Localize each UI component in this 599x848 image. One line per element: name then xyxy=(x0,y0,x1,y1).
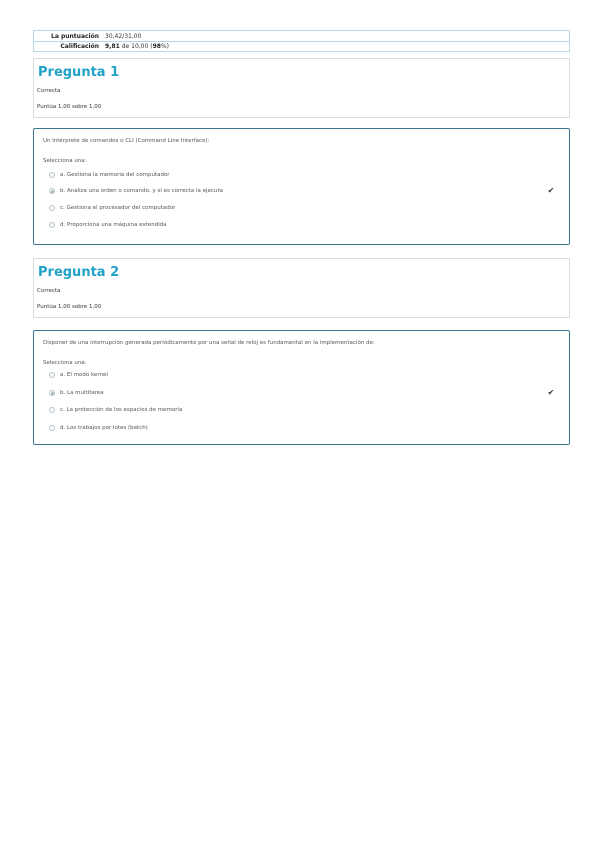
question-2-answer-a[interactable] xyxy=(49,370,549,380)
answer-label: d. Los trabajos por lotes (batch) xyxy=(60,425,148,431)
grade-label: Calificación xyxy=(60,43,99,50)
answer-label: c. La protección de los espacios de memoria xyxy=(60,407,183,413)
question-1-text: Un intérprete de comandos o CLI (Command Line Interface): xyxy=(43,138,210,144)
checkmark-icon: ✔ xyxy=(547,186,555,195)
question-1-answer-d[interactable] xyxy=(49,220,549,230)
radio-button[interactable] xyxy=(49,172,55,178)
summary-row-grade xyxy=(34,41,569,51)
answer-label: b. La multitarea xyxy=(60,390,104,396)
question-1-content xyxy=(33,128,570,245)
answer-label: d. Proporciona una máquina extendida xyxy=(60,222,167,228)
radio-button[interactable] xyxy=(49,205,55,211)
radio-button[interactable] xyxy=(49,222,55,228)
answer-label: b. Analiza una orden o comando, y si es correcta la ejecuta xyxy=(60,188,223,194)
question-1-prompt: Selecciona una: xyxy=(43,158,87,164)
question-1-state: Correcta xyxy=(37,88,61,94)
radio-button[interactable] xyxy=(49,425,55,431)
question-1-title: Pregunta 1 xyxy=(38,65,120,80)
score-label: La puntuación xyxy=(51,32,99,40)
radio-button[interactable] xyxy=(49,372,55,378)
grade-suffix-a: de 10,00 ( xyxy=(121,43,153,50)
question-1-grade: Puntúa 1,00 sobre 1,00 xyxy=(37,104,102,110)
question-2-content xyxy=(33,330,570,445)
grade-value: 9,81 xyxy=(105,43,120,50)
question-2-state: Correcta xyxy=(37,288,61,294)
question-2-prompt: Selecciona una: xyxy=(43,360,87,366)
question-1-answer-a[interactable] xyxy=(49,170,549,180)
question-2-title: Pregunta 2 xyxy=(38,265,120,280)
answer-label: a. El modo kernel xyxy=(60,372,108,378)
score-value: 30,42/31,00 xyxy=(105,32,142,40)
radio-button-selected[interactable] xyxy=(49,390,55,396)
question-2-grade: Puntúa 1,00 sobre 1,00 xyxy=(37,304,102,310)
question-2-answer-b[interactable] xyxy=(49,388,549,398)
question-1-info xyxy=(33,58,570,118)
question-2-answer-c[interactable] xyxy=(49,405,549,415)
question-2-info xyxy=(33,258,570,318)
grade-value-cell xyxy=(103,43,169,50)
question-1-answer-c[interactable] xyxy=(49,203,549,213)
grade-percent: 98 xyxy=(152,43,161,50)
question-2-answer-d[interactable] xyxy=(49,423,549,433)
question-2-text: Disponer de una interrupción generada periódicamente por una señal de reloj es fundamental en la implementación de: xyxy=(43,340,375,346)
grade-suffix-b: %) xyxy=(160,43,169,50)
answer-label: a. Gestiona la memoria del computador xyxy=(60,172,170,178)
attempt-summary-table xyxy=(33,30,570,52)
checkmark-icon: ✔ xyxy=(547,388,555,397)
question-1-answer-b[interactable] xyxy=(49,186,549,196)
answer-label: c. Gestiona el procesador del computador xyxy=(60,205,176,211)
summary-row-score xyxy=(34,31,569,41)
radio-button[interactable] xyxy=(49,407,55,413)
radio-button-selected[interactable] xyxy=(49,188,55,194)
